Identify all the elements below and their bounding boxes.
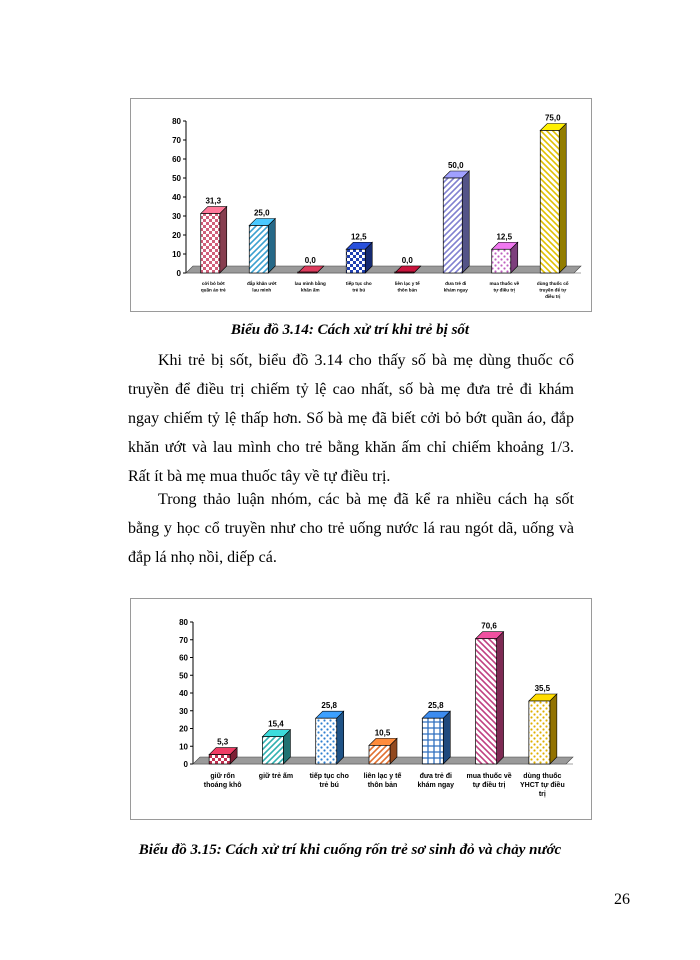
c314-category-label: đưa trẻ đi khám ngay <box>443 281 468 293</box>
chart-3-15 <box>131 599 591 819</box>
c315-value-label: 35,5 <box>534 683 551 693</box>
c315-y-tick-label: 70 <box>179 635 188 645</box>
c315-bar <box>529 694 557 764</box>
c315-bar <box>422 711 450 764</box>
c315-y-tick-label: 10 <box>179 742 188 752</box>
chart-3-14 <box>131 99 591 311</box>
chart-3-15-frame <box>130 598 592 820</box>
c314-value-label: 50,0 <box>447 161 464 170</box>
c315-y-tick-label: 0 <box>183 760 188 769</box>
c315-y-tick-label: 20 <box>179 724 188 734</box>
c315-value-label: 15,4 <box>268 719 284 729</box>
c314-category-label: đắp khăn ướt lau mình <box>246 281 277 293</box>
paragraph-group-discussion: Trong thảo luận nhóm, các bà mẹ đã kể ra nhiều cách hạ sốt bằng y học cổ truyền như cho trẻ uống nước lá rau ngót dã, uống và đắp lá nhọ nồi, diếp cá. <box>128 491 574 566</box>
c314-category-label: dùng thuốc cổ truyền để tự điều trị <box>536 281 569 300</box>
c314-category-label: lau mình bằng khăn ấm <box>294 281 326 293</box>
c315-y-tick-label: 80 <box>179 618 188 627</box>
c314-y-tick-label: 80 <box>172 117 181 126</box>
c315-bar <box>262 730 290 764</box>
c314-value-label: 31,3 <box>205 196 222 206</box>
c315-bar <box>316 711 344 764</box>
c315-value-label: 70,6 <box>481 621 497 631</box>
c314-bar <box>201 207 227 273</box>
c315-value-label: 5,3 <box>217 737 229 747</box>
c315-bar <box>369 738 397 764</box>
c315-y-tick-label: 60 <box>179 653 188 663</box>
c315-category-label: giữ rốn thoáng khô <box>203 773 242 789</box>
c314-y-tick-label: 60 <box>172 155 181 164</box>
c315-y-tick-label: 30 <box>179 706 188 716</box>
c315-category-label: liên lạc y tế thôn bản <box>363 773 402 789</box>
c314-value-label: 75,0 <box>544 113 561 123</box>
c314-y-tick-label: 30 <box>172 212 181 221</box>
c314-value-label: 12,5 <box>496 232 513 242</box>
paragraph-fever: Khi trẻ bị sốt, biểu đồ 3.14 cho thấy số bà mẹ dùng thuốc cổ truyền để điều trị chiếm tỷ lệ cao nhất, số bà mẹ đưa trẻ đi khám ngay chiếm tỷ lệ thấp hơn. Số bà mẹ đã biết cởi bỏ bớt quần áo, đắp khăn ướt và lau mình cho trẻ bằng khăn ấm chỉ chiếm khoảng 1/3. Rất ít bà mẹ mua thuốc tây về tự điều trị. <box>128 352 574 485</box>
c314-value-label: 12,5 <box>350 232 367 242</box>
c314-bar <box>492 242 518 273</box>
c314-value-label: 0,0 <box>401 256 413 265</box>
c315-category-label: dùng thuốc YHCT tự điều trị <box>519 773 565 798</box>
c315-y-tick-label: 50 <box>179 671 188 681</box>
c315-value-label: 25,8 <box>321 701 338 711</box>
c314-floor-top <box>186 266 581 273</box>
page-number: 26 <box>614 891 630 908</box>
c315-bar <box>476 632 504 764</box>
chart-3-14-frame <box>130 98 592 312</box>
chart-3-15-caption: Biểu đồ 3.15: Cách xử trí khi cuống rốn trẻ sơ sinh đỏ và chảy nước <box>138 842 562 858</box>
c314-y-tick-label: 20 <box>172 231 181 240</box>
c315-category-label: mua thuốc về tự điều trị <box>466 773 512 789</box>
c314-y-tick-label: 40 <box>172 193 181 202</box>
c314-y-tick-label: 10 <box>172 250 181 259</box>
c314-y-tick-label: 50 <box>172 174 181 183</box>
c314-bar <box>540 124 566 274</box>
c314-bar <box>346 242 372 273</box>
c315-bar <box>209 748 237 764</box>
c315-value-label: 25,8 <box>427 701 444 711</box>
c314-bar <box>249 219 275 274</box>
c314-category-label: mua thuốc về tự điều trị <box>489 281 520 293</box>
c314-category-label: cởi bỏ bớt quần áo trẻ <box>200 281 226 293</box>
c314-value-label: 25,0 <box>253 208 270 218</box>
c314-y-tick-label: 70 <box>172 136 181 145</box>
c314-value-label: 0,0 <box>304 256 316 265</box>
c315-category-label: đưa trẻ đi khám ngay <box>417 773 455 789</box>
c314-bar <box>443 171 469 273</box>
c315-value-label: 10,5 <box>374 728 391 738</box>
c314-category-label: tiếp tục cho trẻ bú <box>345 281 372 293</box>
chart-3-14-caption: Biểu đồ 3.14: Cách xử trí khi trẻ bị sốt <box>230 322 470 338</box>
c315-y-tick-label: 40 <box>179 689 188 698</box>
c314-y-tick-label: 0 <box>176 269 181 278</box>
c315-category-label: giữ trẻ ấm <box>258 773 294 780</box>
c314-category-label: liên lạc y tế thôn bản <box>394 281 420 293</box>
c315-category-label: tiếp tục cho trẻ bú <box>309 773 349 789</box>
